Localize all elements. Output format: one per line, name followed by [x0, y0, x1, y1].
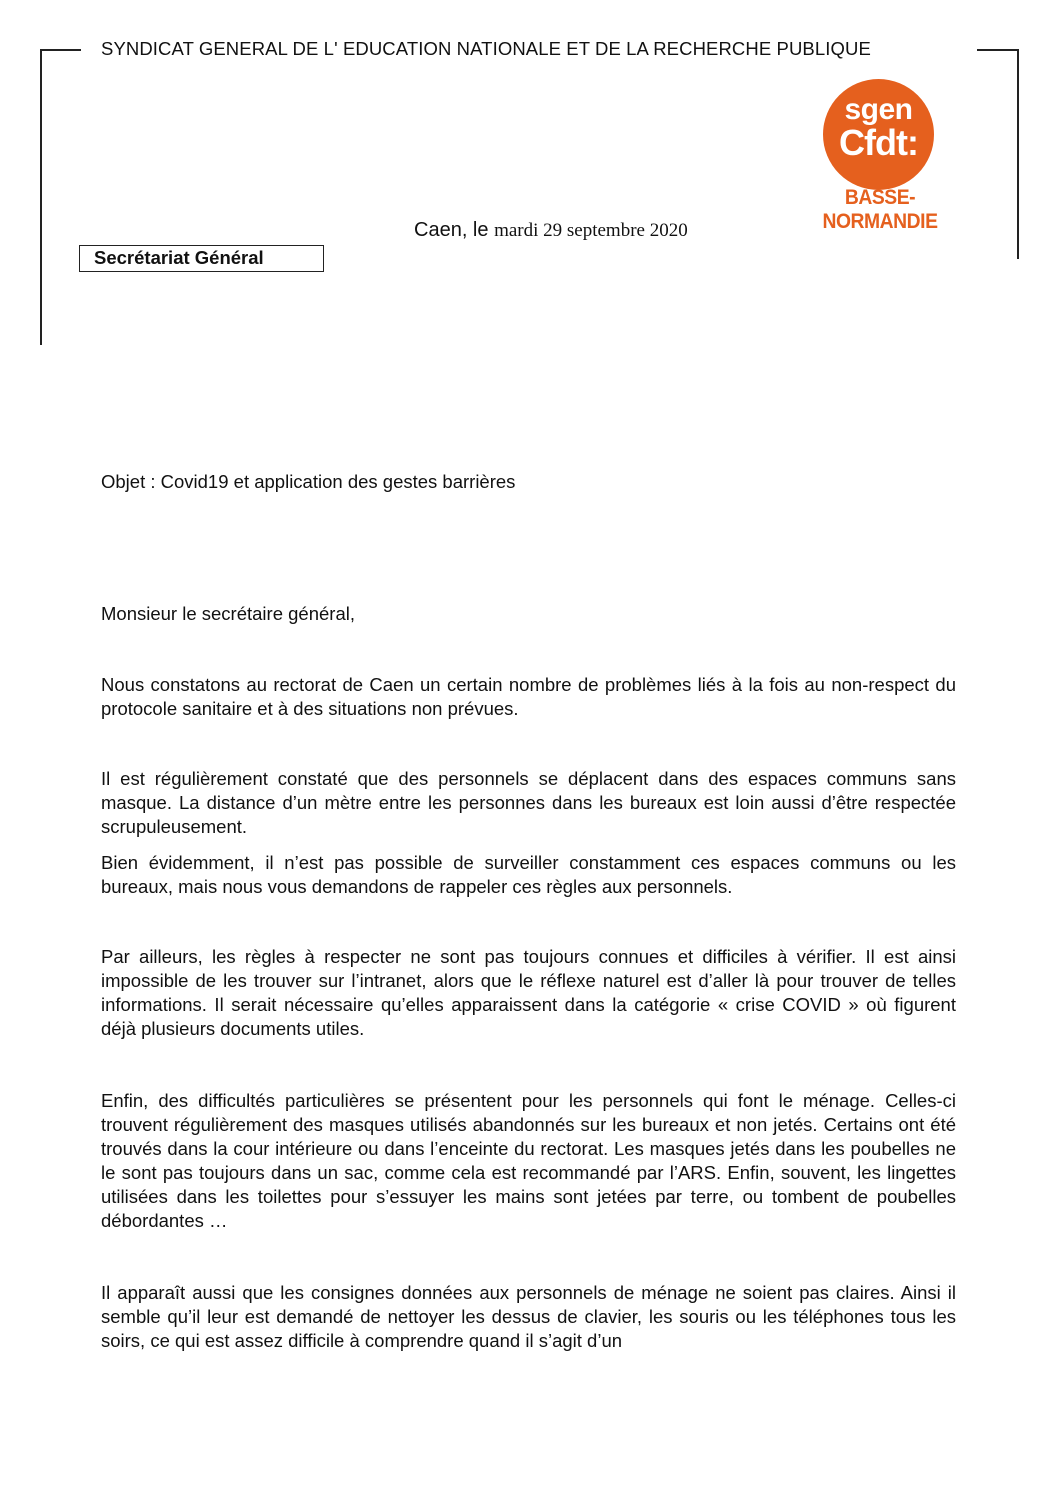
body-paragraph: Il est régulièrement constaté que des personnels se déplacent dans des espaces communs sans masque. La distance d’un mètre entre les personnes dans les bureaux est loin aussi d’être respectée scrupuleusement.: [101, 768, 956, 837]
corner-bracket-left: [40, 49, 42, 345]
department-box: Secrétariat Général: [79, 245, 324, 272]
body-paragraph: Bien évidemment, il n’est pas possible de surveiller constamment ces espaces communs ou les bureaux, mais nous vous demandons de rappeler ces règles aux personnels.: [101, 852, 956, 897]
subject-line: Objet : Covid19 et application des gestes barrières: [101, 471, 516, 492]
logo-region-text: BASSE- NORMANDIE: [822, 186, 938, 233]
date-prefix: Caen, le: [414, 219, 489, 241]
date-line: [414, 219, 688, 242]
corner-bracket-right: [1017, 49, 1019, 259]
sgen-cfdt-logo: [823, 79, 934, 190]
logo-text-sgen: sgen: [844, 93, 913, 126]
corner-bracket-top-right: [977, 49, 1019, 51]
organization-header: SYNDICAT GENERAL DE L' EDUCATION NATIONALE ET DE LA RECHERCHE PUBLIQUE: [101, 38, 871, 59]
corner-bracket-top-left: [40, 49, 81, 51]
logo-text-cfdt: Cfdt:: [839, 122, 918, 163]
salutation: Monsieur le secrétaire général,: [101, 603, 355, 624]
logo-region: [816, 186, 945, 234]
body-paragraph: Enfin, des difficultés particulières se présentent pour les personnels qui font le ménage. Celles-ci trouvent régulièrement des masques utilisés abandonnés sur les bureaux et non jetés. Certains ont été trouvés dans la cour intérieure ou dans l’enceinte du rectorat. Les masques jetés dans les poubelles ne le sont pas toujours dans un sac, comme cela est recommandé par l’ARS. Enfin, souvent, les lingettes utilisées dans les toilettes pour s’essuyer les mains sont jetées par terre, ou tombent de poubelles débordantes …: [101, 1090, 956, 1231]
body-paragraph: Nous constatons au rectorat de Caen un certain nombre de problèmes liés à la fois au non-respect du protocole sanitaire et à des situations non prévues.: [101, 674, 956, 719]
body-paragraph: Il apparaît aussi que les consignes données aux personnels de ménage ne soient pas claires. Ainsi il semble qu’il leur est demandé de nettoyer les dessus de clavier, les souris ou les téléphones tous les soirs, ce qui est assez difficile à comprendre quand il s’agit d’un: [101, 1282, 956, 1351]
date-value: mardi 29 septembre 2020: [494, 220, 688, 241]
body-paragraph: Par ailleurs, les règles à respecter ne sont pas toujours connues et difficiles à vérifier. Il est ainsi impossible de les trouver sur l’intranet, alors que le réflexe naturel est d’aller là pour trouver de telles informations. Il serait nécessaire qu’elles apparaissent dans la catégorie « crise COVID » où figurent déjà plusieurs documents utiles.: [101, 946, 956, 1039]
